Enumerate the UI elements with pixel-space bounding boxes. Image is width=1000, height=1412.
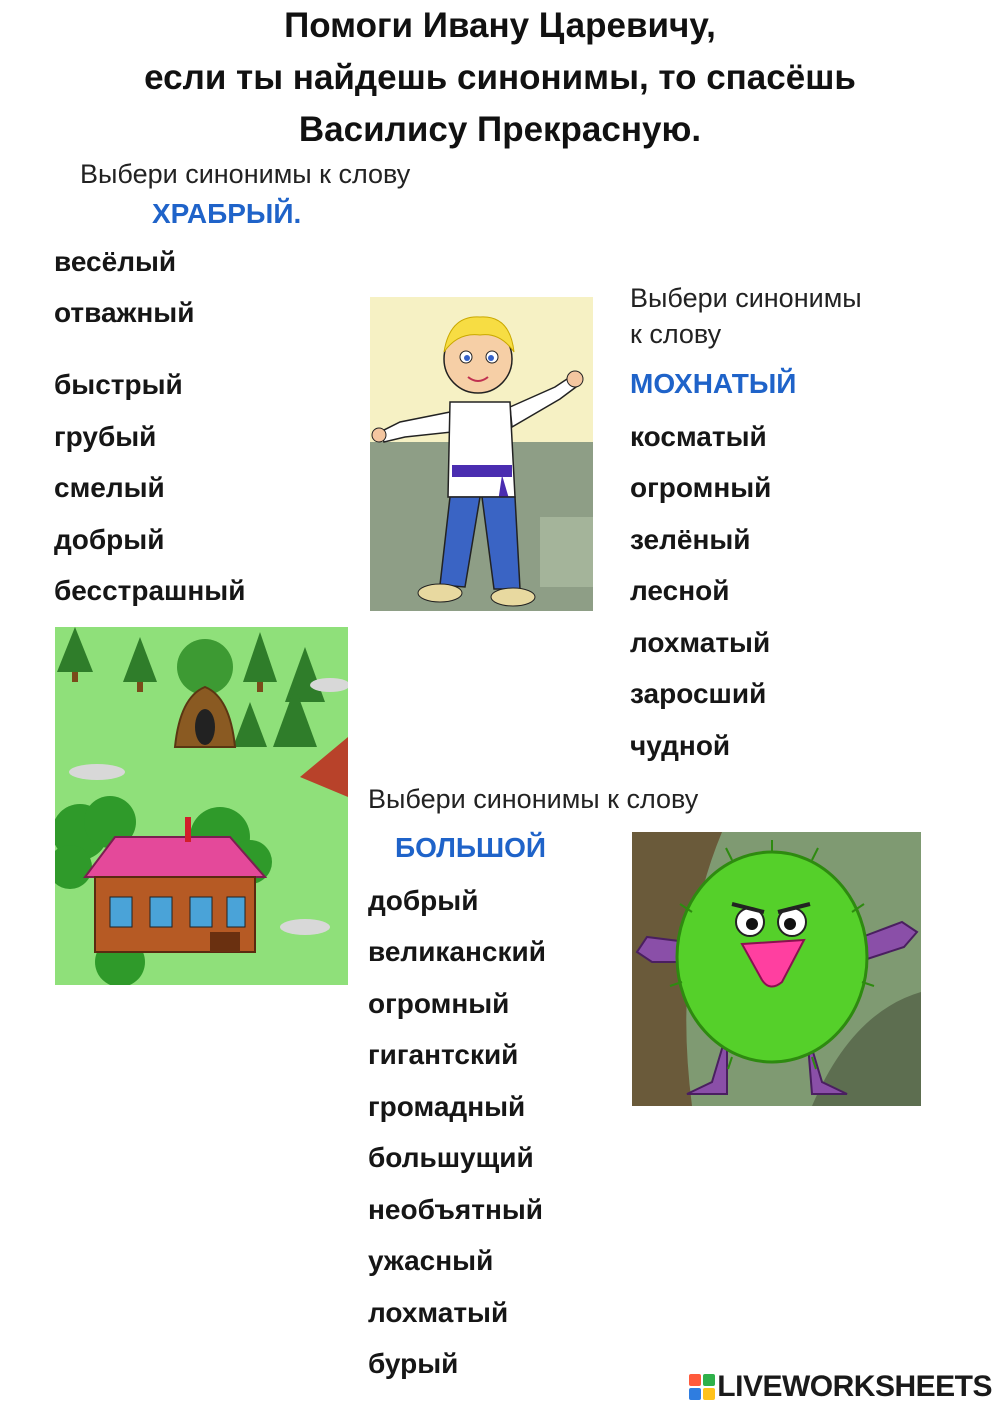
section1-word-option[interactable]: грубый xyxy=(54,421,157,452)
section1-word-option[interactable]: отважный xyxy=(54,297,195,328)
section2-instruction-line-2: к слову xyxy=(630,319,722,349)
section2-word-option[interactable]: лохматый xyxy=(630,627,771,658)
section3-instruction: Выбери синонимы к слову xyxy=(368,784,699,814)
section1-keyword: ХРАБРЫЙ. xyxy=(152,198,302,229)
section3-keyword: БОЛЬШОЙ xyxy=(395,832,547,863)
logo-icon xyxy=(689,1374,715,1400)
ivan-tsarevich-illustration xyxy=(370,297,593,611)
section2-instruction-line-1: Выбери синонимы xyxy=(630,283,862,313)
section3-word-option[interactable]: громадный xyxy=(368,1091,526,1122)
section3-word-option[interactable]: большущий xyxy=(368,1142,534,1173)
title-line-1: Помоги Ивану Царевичу, xyxy=(284,6,716,45)
section3-word-option[interactable]: великанский xyxy=(368,936,546,967)
section2-word-option[interactable]: лесной xyxy=(630,575,730,606)
section1-word-option[interactable]: весёлый xyxy=(54,246,177,277)
title-line-3: Василису Прекрасную. xyxy=(298,110,702,149)
section3-word-option[interactable]: огромный xyxy=(368,988,510,1019)
section1-word-option[interactable]: быстрый xyxy=(54,369,183,400)
section1-word-option[interactable]: бесстрашный xyxy=(54,575,246,606)
section2-word-option[interactable]: зелёный xyxy=(630,524,751,555)
section3-word-option[interactable]: необъятный xyxy=(368,1194,544,1225)
section3-word-option[interactable]: добрый xyxy=(368,885,479,916)
section1-instruction: Выбери синонимы к слову xyxy=(80,159,411,189)
section3-word-option[interactable]: бурый xyxy=(368,1348,459,1379)
section2-word-option[interactable]: косматый xyxy=(630,421,767,452)
section2-word-option[interactable]: заросший xyxy=(630,678,767,709)
section3-word-option[interactable]: лохматый xyxy=(368,1297,509,1328)
section2-word-option[interactable]: чудной xyxy=(630,730,731,761)
section3-word-option[interactable]: ужасный xyxy=(368,1245,494,1276)
section2-word-option[interactable]: огромный xyxy=(630,472,772,503)
liveworksheets-logo xyxy=(689,1370,992,1404)
section1-word-option[interactable]: добрый xyxy=(54,524,165,555)
shaggy-monster-illustration xyxy=(632,832,921,1106)
section3-word-option[interactable]: гигантский xyxy=(368,1039,519,1070)
logo-text: LIVEWORKSHEETS xyxy=(717,1370,992,1403)
forest-house-illustration xyxy=(55,627,348,985)
title-line-2: если ты найдешь синонимы, то спасёшь xyxy=(144,58,856,97)
section1-word-option[interactable]: смелый xyxy=(54,472,165,503)
section2-keyword: МОХНАТЫЙ xyxy=(630,368,797,399)
